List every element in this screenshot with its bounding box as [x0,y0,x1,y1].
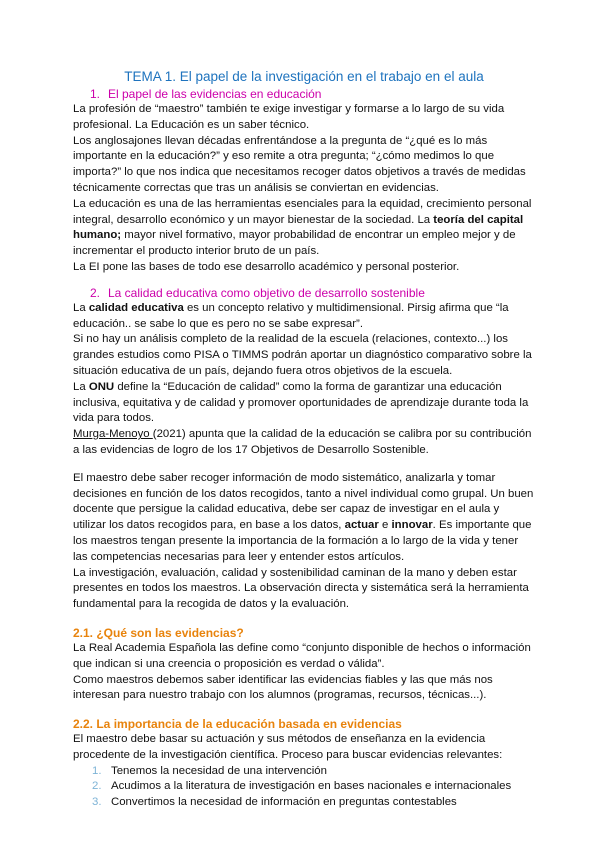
text-run: define la “Educación de calidad” como la forma de garantizar una educación inclusiva, equitativa y de calidad y promover oportunidades de aprendizaje durante toda la vida para todos. [73,380,529,425]
section-1-paragraph-3 [73,197,535,260]
document-title: TEMA 1. El papel de la investigación en el trabajo en el aula [124,69,484,84]
list-item [92,764,535,780]
text-run: mayor nivel formativo, mayor probabilidad de encontrar un empleo mejor y de incrementar el producto interior bruto de un país. [73,229,516,258]
section-2-paragraph-5 [73,471,535,566]
section-2-heading-text: La calidad educativa como objetivo de desarrollo sostenible [108,285,425,300]
section-2-heading [73,285,535,301]
section-2-1-paragraph-1: La Real Academia Española las define como “conjunto disponible de hechos o información que indican si una creencia o proposición es verdad o válida”. [73,641,531,670]
section-2-1-heading: 2.1. ¿Qué son las evidencias? [73,625,244,640]
section-2-paragraph-4 [73,427,535,459]
list-item [92,795,535,811]
section-1-paragraph-4: La EI pone las bases de todo ese desarrollo académico y personal posterior. [73,260,460,273]
text-run: (2021) apunta que la calidad de la educación se calibra por su contribución a las evidencias de logro de los 17 Objetivos de Desarrollo Sostenible. [73,428,532,456]
text-run: La [73,380,89,393]
bold-term-innovar: innovar [391,519,433,532]
author-link-murga-menoyo[interactable]: Murga-Menoyo [73,428,153,441]
text-run: La educación es una de las herramientas esenciales para la equidad, crecimiento personal integral, desarrollo económico y un mayor bienestar de la sociedad. La [73,197,532,226]
section-2-2-heading: 2.2. La importancia de la educación basada en evidencias [73,717,402,732]
list-item-text: Acudimos a la literatura de investigación en bases nacionales e internacionales [111,780,512,793]
text-run: . Es importante que los maestros tengan presente la importancia de la formación a lo largo de la vida y tener las competencias necesarias para leer y entender estos artículos. [73,519,532,563]
section-1-paragraph-1: La profesión de “maestro” también te exige investigar y formarse a lo largo de su vida profesional. La Educación es un saber técnico. [73,103,505,131]
bold-term-calidad-educativa: calidad educativa [88,301,184,314]
list-item [92,779,535,795]
text-run: e [378,519,392,532]
text-run: es un concepto relativo y multidimensional. Pirsig afirma que “la educación.. se sabe lo que es pero no se sabe expresar”. [73,301,509,330]
bold-term-onu: ONU [88,380,115,393]
list-item-text: Convertimos la necesidad de información en preguntas contestables [111,796,457,809]
section-1-paragraph-2: Los anglosajones llevan décadas enfrentándose a la pregunta de “¿qué es lo más importante en la educación?” y eso remite a otra pregunta; “¿cómo medimos lo que importa?” lo que nos indica que necesitamos recoger datos objetivos a través de medidas técnicamente correctas que tras un análisis se conviertan en evidencias. [73,134,526,194]
section-1-number: 1. [90,87,101,101]
section-2-paragraph-3 [73,380,535,427]
section-2-paragraph-2: Si no hay un análisis completo de la realidad de la escuela (relaciones, contexto...) los grandes estudios como PISA o TIMMS podrán aportar un diagnóstico comparativo sobre la situación educativa de un país, dejando fuera otros objetivos de la escuela. [73,333,532,377]
section-1-heading-text: El papel de las evidencias en educación [108,87,322,101]
section-2-2-paragraph-1: El maestro debe basar su actuación y sus métodos de enseñanza en la evidencia procedente de la investigación científica. Proceso para buscar evidencias relevantes: [73,733,503,761]
section-2-paragraph-6: La investigación, evaluación, calidad y sostenibilidad caminan de la mano y deben estar presentes en todos los maestros. La observación directa y sistemática será la herramienta fundamental para la recogida de datos y la evaluación. [73,566,529,611]
text-run: La [73,301,89,314]
list-number: 3. [92,796,102,809]
section-2-1-paragraph-2: Como maestros debemos saber identificar las evidencias fiables y las que más nos interesan para nuestro trabajo con los alumnos (programas, recursos, técnicas...). [73,673,493,702]
section-1-heading [73,86,535,102]
bold-term-capital-humano: teoría del capital humano; [73,213,524,242]
section-2-number: 2. [90,285,101,300]
bold-term-actuar: actuar [344,519,379,532]
list-number: 2. [92,780,102,793]
evidence-process-list [73,764,535,811]
document-page [73,68,535,811]
list-item-text: Tenemos la necesidad de una intervención [111,764,327,777]
section-2-paragraph-1 [73,301,535,333]
list-number: 1. [92,764,102,777]
text-run: El maestro debe saber recoger información de modo sistemático, analizarla y tomar decisiones en función de los datos recogidos, tanto a nivel individual como grupal. Un buen docente que persigue la calidad educativa, debe ser capaz de investigar en el aula y utilizar los datos recogidos para, en base a los datos, [73,471,534,532]
